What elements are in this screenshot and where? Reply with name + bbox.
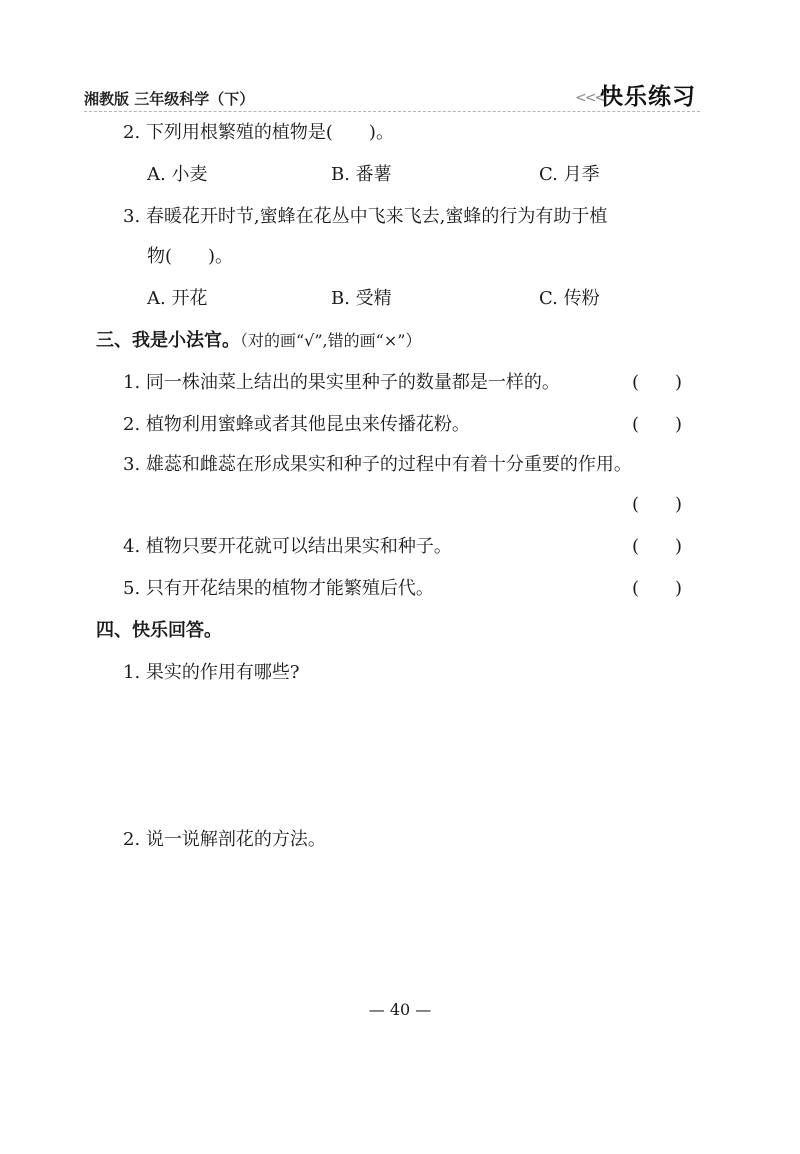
- question-2-3-line2: 物( )。: [147, 246, 234, 267]
- judge-item-5: 5. 只有开花结果的植物才能繁殖后代。: [123, 578, 434, 599]
- answer-blank-1: ( ): [632, 372, 683, 393]
- option-2-2-c: C. 月季: [539, 164, 600, 185]
- section-title: 快乐练习: [600, 84, 696, 110]
- answer-question-1: 1. 果实的作用有哪些?: [123, 662, 300, 683]
- part-3-instruction: （对的画“√”,错的画“×”）: [240, 331, 422, 350]
- page-number: — 40 —: [368, 1000, 432, 1019]
- answer-blank-2: ( ): [632, 414, 683, 435]
- part-3-heading: [96, 329, 421, 353]
- part-3-title: 三、我是小法官。: [96, 330, 240, 351]
- header-divider: [84, 111, 700, 112]
- page-header: [84, 72, 700, 114]
- answer-question-2: 2. 说一说解剖花的方法。: [123, 829, 326, 850]
- option-2-2-a: A. 小麦: [147, 164, 208, 185]
- judge-item-2: 2. 植物利用蜜蜂或者其他昆虫来传播花粉。: [123, 414, 470, 435]
- answer-blank-4: ( ): [632, 536, 683, 557]
- judge-item-4: 4. 植物只要开花就可以结出果实和种子。: [123, 536, 452, 557]
- option-2-3-b: B. 受精: [331, 288, 392, 309]
- judge-item-3: 3. 雄蕊和雌蕊在形成果实和种子的过程中有着十分重要的作用。: [123, 454, 632, 475]
- answer-blank-5: ( ): [632, 578, 683, 599]
- part-4-title: 四、快乐回答。: [96, 620, 222, 641]
- option-2-3-c: C. 传粉: [539, 288, 600, 309]
- question-2-3-line1: 3. 春暖花开时节,蜜蜂在花丛中飞来飞去,蜜蜂的行为有助于植: [123, 206, 608, 227]
- answer-blank-3: ( ): [632, 494, 683, 515]
- question-2-2: 2. 下列用根繁殖的植物是( )。: [123, 122, 394, 143]
- book-title: 湘教版 三年级科学（下）: [84, 90, 255, 108]
- option-2-3-a: A. 开花: [147, 288, 208, 309]
- chevron-decoration-icon: <<<: [575, 90, 605, 106]
- option-2-2-b: B. 番薯: [331, 164, 392, 185]
- judge-item-1: 1. 同一株油菜上结出的果实里种子的数量都是一样的。: [123, 372, 560, 393]
